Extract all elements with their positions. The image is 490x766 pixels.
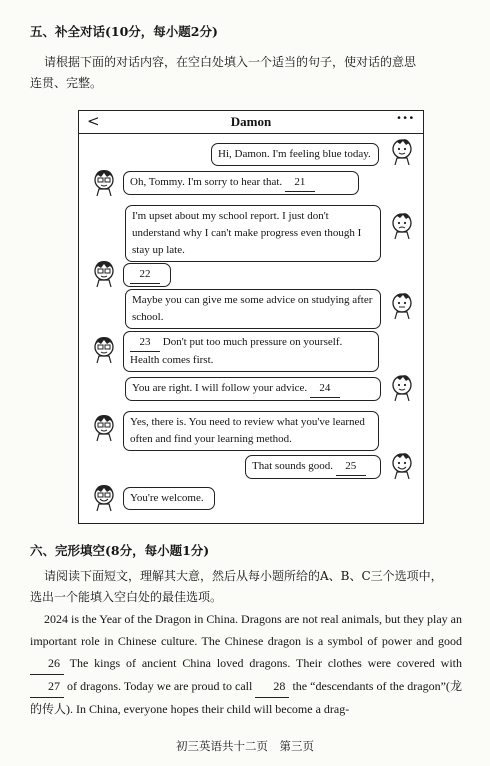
instruction-line-2: 选出一个能填入空白处的最佳选项。 (30, 590, 223, 604)
passage-text: the “descendants of the dragon”(龙的传人). In China, everyone hopes their child will become a drag- (30, 679, 462, 716)
answer-blank[interactable]: 26 (30, 652, 64, 675)
instruction-line-1: 请根据下面的对话内容，在空白处填入一个适当的句子，使对话的意思 (44, 55, 417, 69)
damon-avatar (91, 168, 117, 198)
message-text: Maybe you can give me some advice on studying after school. (132, 294, 373, 323)
chat-window (78, 110, 424, 524)
instruction-line-1: 请阅读下面短文，理解其大意，然后从每小题所给的A、B、C三个选项中， (44, 569, 443, 583)
chat-message (123, 263, 171, 287)
chat-message (123, 331, 379, 372)
message-text: Hi, Damon. I'm feeling blue today. (218, 148, 371, 160)
chat-message (123, 411, 379, 451)
tommy-avatar (389, 451, 415, 481)
chat-message (125, 289, 381, 329)
answer-blank[interactable]: 24 (310, 380, 340, 398)
chat-header (79, 111, 423, 134)
cloze-passage (30, 608, 462, 720)
contact-name: Damon (230, 114, 272, 129)
tommy-avatar (389, 291, 415, 321)
message-text: You're welcome. (130, 492, 204, 504)
section-5-title: 五、补全对话(10分，每小题2分) (30, 24, 218, 39)
answer-blank[interactable]: 27 (30, 675, 64, 698)
message-text: That sounds good. (252, 460, 333, 472)
message-text: Oh, Tommy. I'm sorry to hear that. (130, 176, 283, 188)
chat-message (245, 455, 381, 479)
tommy-avatar (389, 373, 415, 403)
answer-blank[interactable]: 21 (285, 174, 315, 192)
passage-text: The kings of ancient China loved dragons. Their clothes were covered with (64, 656, 462, 670)
section-5-instructions (30, 52, 464, 94)
answer-blank[interactable]: 25 (336, 458, 366, 476)
tommy-avatar (389, 211, 415, 241)
tommy-avatar (389, 137, 415, 167)
damon-avatar (91, 335, 117, 365)
section-6-title: 六、完形填空(8分，每小题1分) (30, 543, 210, 558)
chat-message (123, 487, 215, 510)
chat-message (125, 205, 381, 262)
chat-message (123, 171, 359, 195)
chat-message (125, 377, 381, 401)
page-footer: 初三英语共十二页 第三页 (176, 739, 314, 753)
instruction-line-2: 连贯、完整。 (30, 76, 103, 90)
message-text: Yes, there is. You need to review what you've learned often and find your learning method. (130, 416, 365, 445)
passage-text: of dragons. Today we are proud to call (64, 679, 256, 693)
more-options-icon[interactable]: ··· (396, 109, 415, 127)
answer-blank[interactable]: 23 (130, 334, 160, 352)
back-icon[interactable]: < (87, 112, 100, 130)
passage-text: 2024 is the Year of the Dragon in China. Dragons are not real animals, but they play an important role in Chinese culture. The Chinese dragon is a symbol of power and good (30, 612, 462, 648)
damon-avatar (91, 483, 117, 513)
damon-avatar (91, 413, 117, 443)
section-6-instructions (30, 566, 460, 608)
message-text: I'm upset about my school report. I just don't understand why I can't make progress even though I stay up late. (132, 210, 362, 256)
message-text: You are right. I will follow your advice. (132, 382, 308, 394)
answer-blank[interactable]: 28 (255, 675, 289, 698)
passage-paragraph (30, 608, 462, 720)
answer-blank[interactable]: 22 (130, 266, 160, 284)
chat-message (211, 143, 379, 166)
damon-avatar (91, 259, 117, 289)
message-text: Don't put too much pressure on yourself. Health comes first. (130, 336, 343, 366)
